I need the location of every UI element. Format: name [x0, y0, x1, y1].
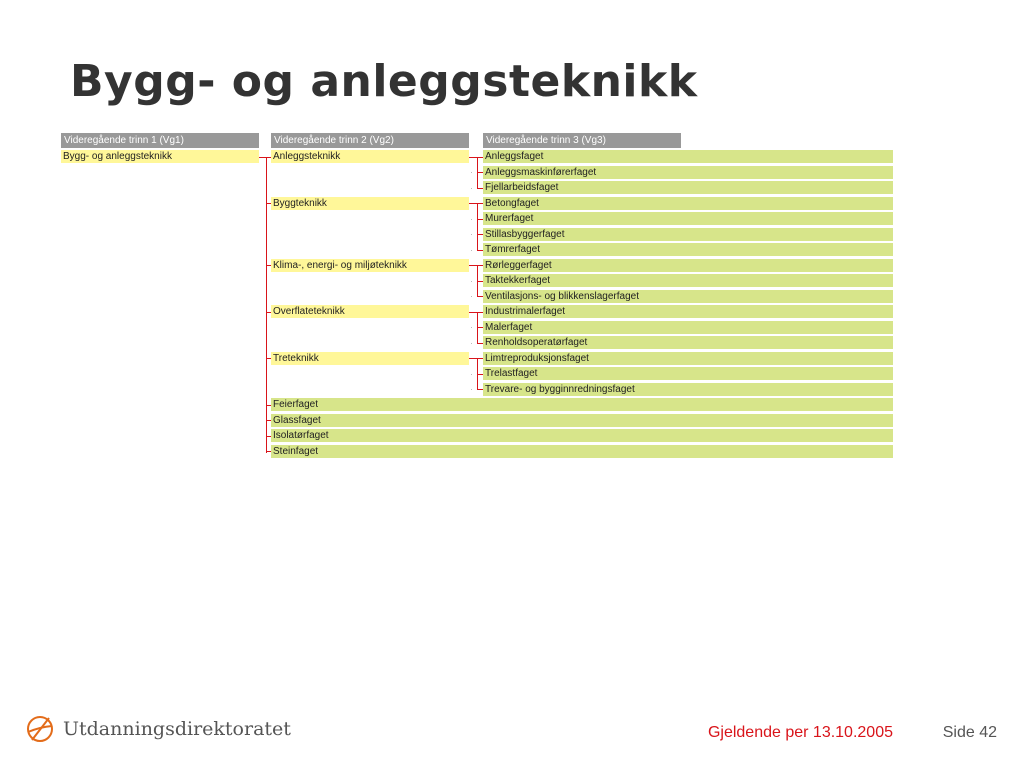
vg3-cell: Trevare- og bygginnredningsfaget	[483, 383, 893, 396]
vg3-cell: Taktekkerfaget	[483, 274, 893, 287]
vg3-cell: Anleggsfaget	[483, 150, 893, 163]
footer-date: Gjeldende per 13.10.2005	[707, 724, 893, 741]
vg3-cell: Limtreproduksjonsfaget	[483, 352, 893, 365]
vg3-cell: Industrimalerfaget	[483, 305, 893, 318]
grid-dot	[471, 343, 472, 344]
vg3-cell: Renholdsoperatørfaget	[483, 336, 893, 349]
grid-dot	[471, 327, 472, 328]
vg2-cell: Anleggsteknikk	[271, 150, 469, 163]
vg1-cell: Bygg- og anleggsteknikk	[61, 150, 259, 163]
connector-line	[477, 157, 478, 189]
logo	[25, 714, 291, 744]
connector-line	[477, 265, 478, 297]
connector-line	[266, 157, 267, 453]
grid-dot	[471, 389, 472, 390]
vg2-cell: Klima-, energi- og miljøteknikk	[271, 259, 469, 272]
vg2-trade-cell: Glassfaget	[271, 414, 893, 427]
grid-dot	[471, 296, 472, 297]
logo-text: Utdanningsdirektoratet	[63, 718, 291, 740]
grid-dot	[471, 188, 472, 189]
grid-dot	[471, 234, 472, 235]
vg2-trade-cell: Isolatørfaget	[271, 429, 893, 442]
grid-dot	[471, 172, 472, 173]
column-header: Videregående trinn 3 (Vg3)	[483, 133, 681, 148]
grid-dot	[471, 219, 472, 220]
column-header: Videregående trinn 2 (Vg2)	[271, 133, 469, 148]
logo-icon	[25, 714, 55, 744]
vg3-cell: Ventilasjons- og blikkenslagerfaget	[483, 290, 893, 303]
vg3-cell: Malerfaget	[483, 321, 893, 334]
connector-line	[477, 358, 478, 390]
vg3-cell: Rørleggerfaget	[483, 259, 893, 272]
vg3-cell: Trelastfaget	[483, 367, 893, 380]
connector-line	[477, 312, 478, 344]
vg2-trade-cell: Steinfaget	[271, 445, 893, 458]
column-header: Videregående trinn 1 (Vg1)	[61, 133, 259, 148]
vg3-cell: Anleggsmaskinførerfaget	[483, 166, 893, 179]
grid-dot	[471, 374, 472, 375]
vg3-cell: Tømrerfaget	[483, 243, 893, 256]
vg2-cell: Treteknikk	[271, 352, 469, 365]
vg2-cell: Byggteknikk	[271, 197, 469, 210]
page-title: Bygg- og anleggsteknikk	[70, 56, 698, 107]
vg2-cell: Overflateteknikk	[271, 305, 469, 318]
connector-line	[477, 203, 478, 251]
grid-dot	[471, 250, 472, 251]
vg3-cell: Murerfaget	[483, 212, 893, 225]
vg3-cell: Stillasbyggerfaget	[483, 228, 893, 241]
vg2-trade-cell: Feierfaget	[271, 398, 893, 411]
page-number: Side 42	[942, 724, 997, 741]
vg3-cell: Fjellarbeidsfaget	[483, 181, 893, 194]
vg3-cell: Betongfaget	[483, 197, 893, 210]
grid-dot	[471, 281, 472, 282]
